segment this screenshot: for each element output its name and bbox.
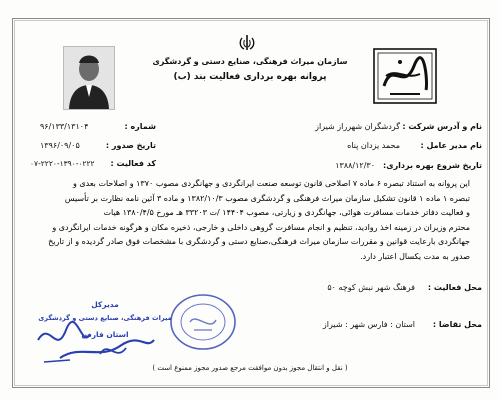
person-photo-icon	[64, 47, 114, 109]
activity-code-label: کد فعالیت :	[110, 159, 156, 168]
body-line: صدور به مدت یکسال اعتبار دارد.	[360, 251, 470, 261]
activity-code-value: ۰۷-۲۲۲۰-۱۳۹۰-۰۲۲۲	[30, 159, 95, 168]
body-line: تبصره ۱ ماده ۱ قانون تشکیل سازمان میراث فرهنگی و گردشگری مصوب ۱۳۸۲/۱۰/۳ و ماده ۳ آئین نامه نظارت بر تأسیس	[64, 193, 470, 203]
organization-name: سازمان میراث فرهنگی، صنایع دستی و گردشگری	[152, 57, 348, 66]
body-line: محترم وزیران در زمینه اخذ روادید، تنظیم و انجام مسافرت گروهی داخلی و خارجی، ذخیره مکان و هرگونه خدمات ایرانگردی و	[52, 222, 470, 232]
company-label: نام و آدرس شرکت :	[402, 122, 482, 131]
handwritten-signature	[30, 300, 160, 370]
number-label: شماره :	[124, 122, 156, 131]
company-value: گردشگران شهرراز شیراز	[315, 122, 400, 131]
holder-photo	[63, 46, 115, 110]
manager-value: محمد یزدان پناه	[347, 141, 400, 150]
body-line: این پروانه به استناد تبصره ۶ ماده ۷ اصلاحی قانون توسعه صنعت ایرانگردی و جهانگردی مصوب ۱۳۷۰ و اصلاحات بعدی و	[72, 179, 470, 188]
issue-date-value: ۱۳۹۶/۰۹/۰۵	[40, 141, 80, 150]
footer-note: ( نقل و انتقال مجوز بدون موافقت مرجع صدور مجوز ممنوع است )	[152, 364, 348, 372]
document-title: پروانه بهره برداری فعالیت بند (ب)	[173, 72, 327, 82]
signer-province: استان فارس	[81, 330, 129, 339]
issuing-place-label: محل تقاضا :	[432, 320, 482, 329]
organization-logo	[370, 46, 440, 106]
body-line: و فعالیت دفاتر خدمات مسافرت هوائی، جهانگردی و زیارتی، مصوب ۱۴۴۰۴ /ت ۳۳۲۰۳ هـ مورخ ۱۳۸۰/۴/۵ هیات	[103, 208, 470, 217]
signer-role: مدیرکل	[91, 300, 119, 309]
number-value: ۹۶/۱۳۳/۱۳۱۰۴	[40, 122, 89, 131]
start-date-value: ۱۳۸۸/۱۲/۳۰	[335, 161, 375, 170]
license-body-text	[30, 177, 470, 264]
activity-place-value: فرهنگ شهر نبش کوچه ۵۰	[327, 283, 415, 292]
activity-place-label: محل فعالیت :	[427, 283, 482, 292]
start-date-label: تاریخ شروع بهره برداری:	[383, 161, 482, 170]
signer-organization: میراث فرهنگی، صنایع دستی و گردشگری	[38, 314, 172, 322]
official-stamp	[168, 292, 238, 352]
manager-label: نام مدیر عامل :	[420, 141, 482, 150]
iran-emblem-icon	[238, 34, 256, 52]
issuing-place-value: استان : فارس شهر : شیراز	[322, 320, 415, 329]
body-line: جهانگردی بارعایت قوانین و مقررات سازمان میراث فرهنگی،صنایع دستی و گردشگری با مشخصات فوق صادر گردیده و از تاریخ	[48, 237, 470, 246]
issue-date-label: تاریخ صدور :	[105, 141, 156, 150]
